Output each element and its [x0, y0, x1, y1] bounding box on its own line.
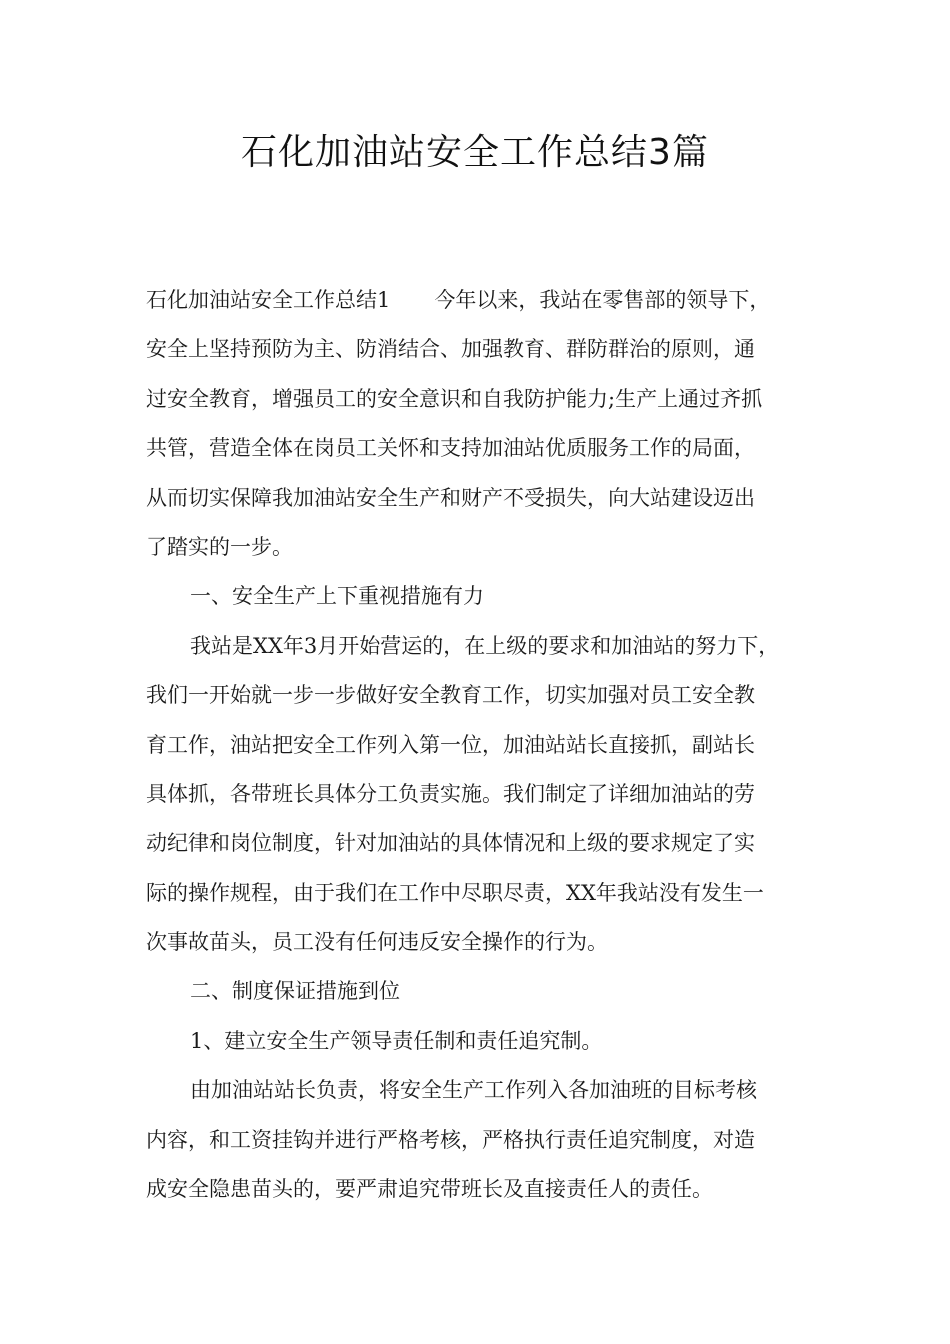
line-text: 今年以来，我站在零售部的领导下，	[434, 288, 771, 312]
paragraph-line: 共管，营造全体在岗员工关怀和支持加油站优质服务工作的局面，	[146, 436, 755, 461]
paragraph-line: 具体抓，各带班长具体分工负责实施。我们制定了详细加油站的劳	[146, 781, 755, 806]
paragraph-line: 从而切实保障我加油站安全生产和财产不受损失，向大站建设迈出	[146, 485, 755, 510]
paragraph-line: 内容，和工资挂钩并进行严格考核，严格执行责任追究制度，对造	[146, 1127, 755, 1152]
paragraph-line: 成安全隐患苗头的，要严肃追究带班长及直接责任人的责任。	[146, 1177, 713, 1202]
paragraph-line	[146, 276, 814, 325]
paragraph-line: 动纪律和岗位制度，针对加油站的具体情况和上级的要求规定了实	[146, 831, 755, 856]
document-body	[146, 276, 814, 1214]
paragraph-line: 我站是XX年3月开始营运的，在上级的要求和加油站的努力下，	[190, 633, 780, 658]
paragraph-line: 际的操作规程，由于我们在工作中尽职尽责，XX年我站没有发生一	[146, 880, 764, 905]
section-heading-lead: 石化加油站安全工作总结1	[146, 288, 391, 312]
document-title: 石化加油站安全工作总结3篇	[241, 132, 709, 173]
paragraph-line: 了踏实的一步。	[146, 534, 293, 559]
section-heading: 二、制度保证措施到位	[190, 979, 400, 1004]
subsection-heading: 1、建立安全生产领导责任制和责任追究制。	[190, 1028, 603, 1053]
paragraph-line: 我们一开始就一步一步做好安全教育工作，切实加强对员工安全教	[146, 683, 755, 708]
paragraph-line: 育工作，油站把安全工作列入第一位，加油站站长直接抓，副站长	[146, 732, 755, 757]
paragraph-line: 过安全教育，增强员工的安全意识和自我防护能力;生产上通过齐抓	[146, 386, 763, 411]
paragraph-line: 由加油站站长负责，将安全生产工作列入各加油班的目标考核	[190, 1078, 757, 1103]
paragraph-line: 安全上坚持预防为主、防消结合、加强教育、群防群治的原则，通	[146, 337, 755, 362]
paragraph-line: 次事故苗头，员工没有任何违反安全操作的行为。	[146, 930, 608, 955]
section-heading: 一、安全生产上下重视措施有力	[190, 584, 484, 609]
